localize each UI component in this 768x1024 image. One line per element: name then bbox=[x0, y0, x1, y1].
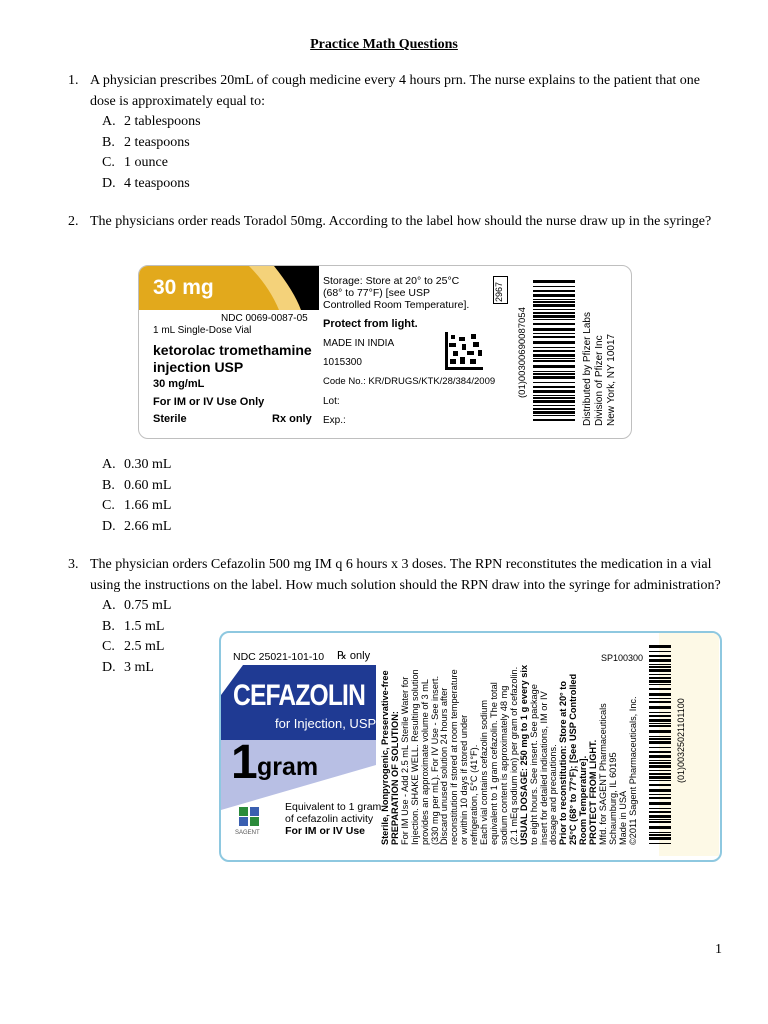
instruction-line: ©2011 Sagent Pharmaceuticals, Inc. bbox=[627, 696, 638, 845]
cefazolin-drug-label bbox=[219, 631, 722, 862]
strength-number: 1 bbox=[231, 736, 258, 789]
route-text: For IM or IV Use Only bbox=[153, 396, 265, 408]
barcode-number: (01)00300690087054 bbox=[517, 307, 528, 398]
data-matrix-code bbox=[445, 332, 483, 370]
strength-text: 30 mg bbox=[153, 276, 214, 299]
instruction-line: PROTECT FROM LIGHT. bbox=[588, 739, 599, 845]
ketorolac-drug-label bbox=[138, 265, 632, 439]
answer-option: D. 3 mL bbox=[102, 659, 154, 675]
answer-option: C. 2.5 mL bbox=[102, 639, 165, 654]
barcode bbox=[649, 645, 671, 845]
made-in-text: MADE IN INDIA bbox=[323, 338, 395, 349]
distributor-text: Distributed by Pfizer Labs Division of Pfizer Inc New York, NY 10017 bbox=[582, 312, 617, 426]
drug-form: injection USP bbox=[153, 359, 244, 375]
instruction-line: dosage and precautions. bbox=[548, 744, 559, 845]
instruction-line: (2.1 mEq sodium ion) per gram of cefazolin. bbox=[508, 666, 519, 845]
instruction-line: sodium content is approximately 48 mg bbox=[498, 685, 509, 845]
barcode-number: (01)00325021101100 bbox=[676, 698, 686, 783]
vial-type: 1 mL Single-Dose Vial bbox=[153, 325, 252, 336]
instruction-line: provides an approximate volume of 3 mL bbox=[419, 679, 430, 845]
instruction-line: or within 10 days if stored under bbox=[459, 714, 470, 845]
drug-name: ketorolac tromethamine bbox=[153, 342, 312, 358]
equivalent-text: Equivalent to 1 gram of cefazolin activity For IM or IV Use bbox=[285, 801, 382, 837]
answer-options bbox=[102, 455, 728, 537]
cefazolin-instructions bbox=[381, 645, 639, 845]
question-number: 1. bbox=[68, 73, 79, 88]
lot-text: Lot: bbox=[323, 396, 340, 407]
instruction-line: Discard unused solution 24 hours after bbox=[439, 687, 450, 845]
question-number: 3. bbox=[68, 557, 79, 572]
ndc-number: NDC 25021-101-10 bbox=[233, 651, 325, 663]
instruction-line: (330 mg per mL). For IV Use - See insert. bbox=[429, 675, 440, 845]
sagent-logo-text: SAGENT bbox=[235, 830, 260, 836]
answer-option: D. 4 teaspoons bbox=[102, 175, 190, 191]
instruction-line: 25°C (68° to 77°F); [See USP Controlled bbox=[568, 673, 579, 845]
concentration: 30 mg/mL bbox=[153, 378, 205, 390]
instruction-line: Injection. SHAKE WELL. Resulting solution bbox=[409, 669, 420, 845]
product-code: SP100300 bbox=[601, 653, 644, 663]
question-text: A physician prescribes 20mL of cough medicine every 4 hours prn. The nurse explains to the patient that one dose is approximately equal to: bbox=[90, 73, 701, 109]
instruction-line: USUAL DOSAGE: 250 mg to 1 g every six bbox=[518, 664, 529, 845]
strength-unit: gram bbox=[257, 753, 319, 781]
rx-only-text: Rx only bbox=[272, 413, 312, 425]
answer-option: B. 2 teaspoons bbox=[102, 134, 190, 150]
instruction-line: PREPARATION OF SOLUTION: bbox=[389, 711, 400, 845]
instruction-line: Made in USA bbox=[617, 790, 628, 845]
question-2-options bbox=[68, 455, 728, 537]
instruction-line: Each vial contains cefazolin sodium bbox=[479, 699, 490, 845]
answer-option: B. 0.60 mL bbox=[102, 477, 172, 493]
instruction-line: Schaumburg, IL 60195 bbox=[607, 752, 618, 845]
question-2 bbox=[68, 212, 728, 233]
instruction-line: Mfd. for SAGENT Pharmaceuticals bbox=[597, 703, 608, 845]
answer-option: A. 0.30 mL bbox=[102, 457, 172, 472]
answer-option: A. 2 tablespoons bbox=[102, 114, 201, 129]
label-header-swoosh bbox=[239, 266, 319, 310]
answer-options bbox=[102, 112, 728, 194]
brand-name: CEFAZOLIN bbox=[233, 679, 366, 712]
question-1 bbox=[68, 71, 728, 194]
answer-option: C. 1 ounce bbox=[102, 155, 168, 170]
instruction-line: reconstitution if stored at room temperature bbox=[449, 669, 460, 845]
box-code-text: 2967 bbox=[494, 281, 504, 302]
question-text: The physician orders Cefazolin 500 mg IM q 6 hours x 3 doses. The RPN reconstitutes the medication in a vial using the instructions on the label. How much solution should the RPN draw into the syringe for administration? bbox=[90, 557, 721, 593]
sterile-text: Sterile bbox=[153, 413, 187, 425]
instruction-line: Room Temperature]. bbox=[578, 755, 589, 845]
code-number: 1015300 bbox=[323, 357, 362, 368]
sagent-logo-icon bbox=[237, 805, 261, 827]
instruction-line: For IM Use - Add 2.5 mL Sterile Water for bbox=[399, 676, 410, 845]
answer-option: C. 1.66 mL bbox=[102, 498, 172, 513]
question-number: 2. bbox=[68, 214, 79, 229]
exp-text: Exp.: bbox=[323, 415, 346, 426]
storage-text: Storage: Store at 20° to 25°C (68° to 77°F) [see USP Controlled Room Temperature]. bbox=[323, 275, 470, 311]
protect-text: Protect from light. bbox=[323, 318, 418, 330]
answer-option: B. 1.5 mL bbox=[102, 618, 165, 634]
code-no-text: Code No.: KR/DRUGS/KTK/28/384/2009 bbox=[323, 376, 496, 387]
instruction-line: Prior to reconstitution: Store at 20° to bbox=[558, 681, 569, 845]
question-text: The physicians order reads Toradol 50mg. According to the label how should the nurse draw up in the syringe? bbox=[90, 214, 712, 229]
barcode bbox=[533, 280, 575, 422]
ndc-number: NDC 0069-0087-05 bbox=[221, 313, 308, 324]
answer-option: D. 2.66 mL bbox=[102, 518, 172, 534]
page-title: Practice Math Questions bbox=[310, 37, 458, 52]
page-number: 1 bbox=[715, 942, 722, 957]
dosage-form: for Injection, USP bbox=[275, 716, 377, 731]
instruction-line: Sterile, Nonpyrogenic, Preservative-free bbox=[380, 670, 390, 845]
rx-only-text: ℞ only bbox=[337, 650, 371, 662]
instruction-line: to eight hours. See insert. See package bbox=[528, 684, 539, 845]
instruction-line: refrigeration, 5°C (41°F). bbox=[469, 744, 480, 845]
instruction-line: insert for detailed indications, IM or IV bbox=[538, 691, 549, 845]
instruction-line: equivalent to 1 gram cefazolin. The total bbox=[488, 682, 499, 845]
answer-option: A. 0.75 mL bbox=[102, 598, 172, 613]
